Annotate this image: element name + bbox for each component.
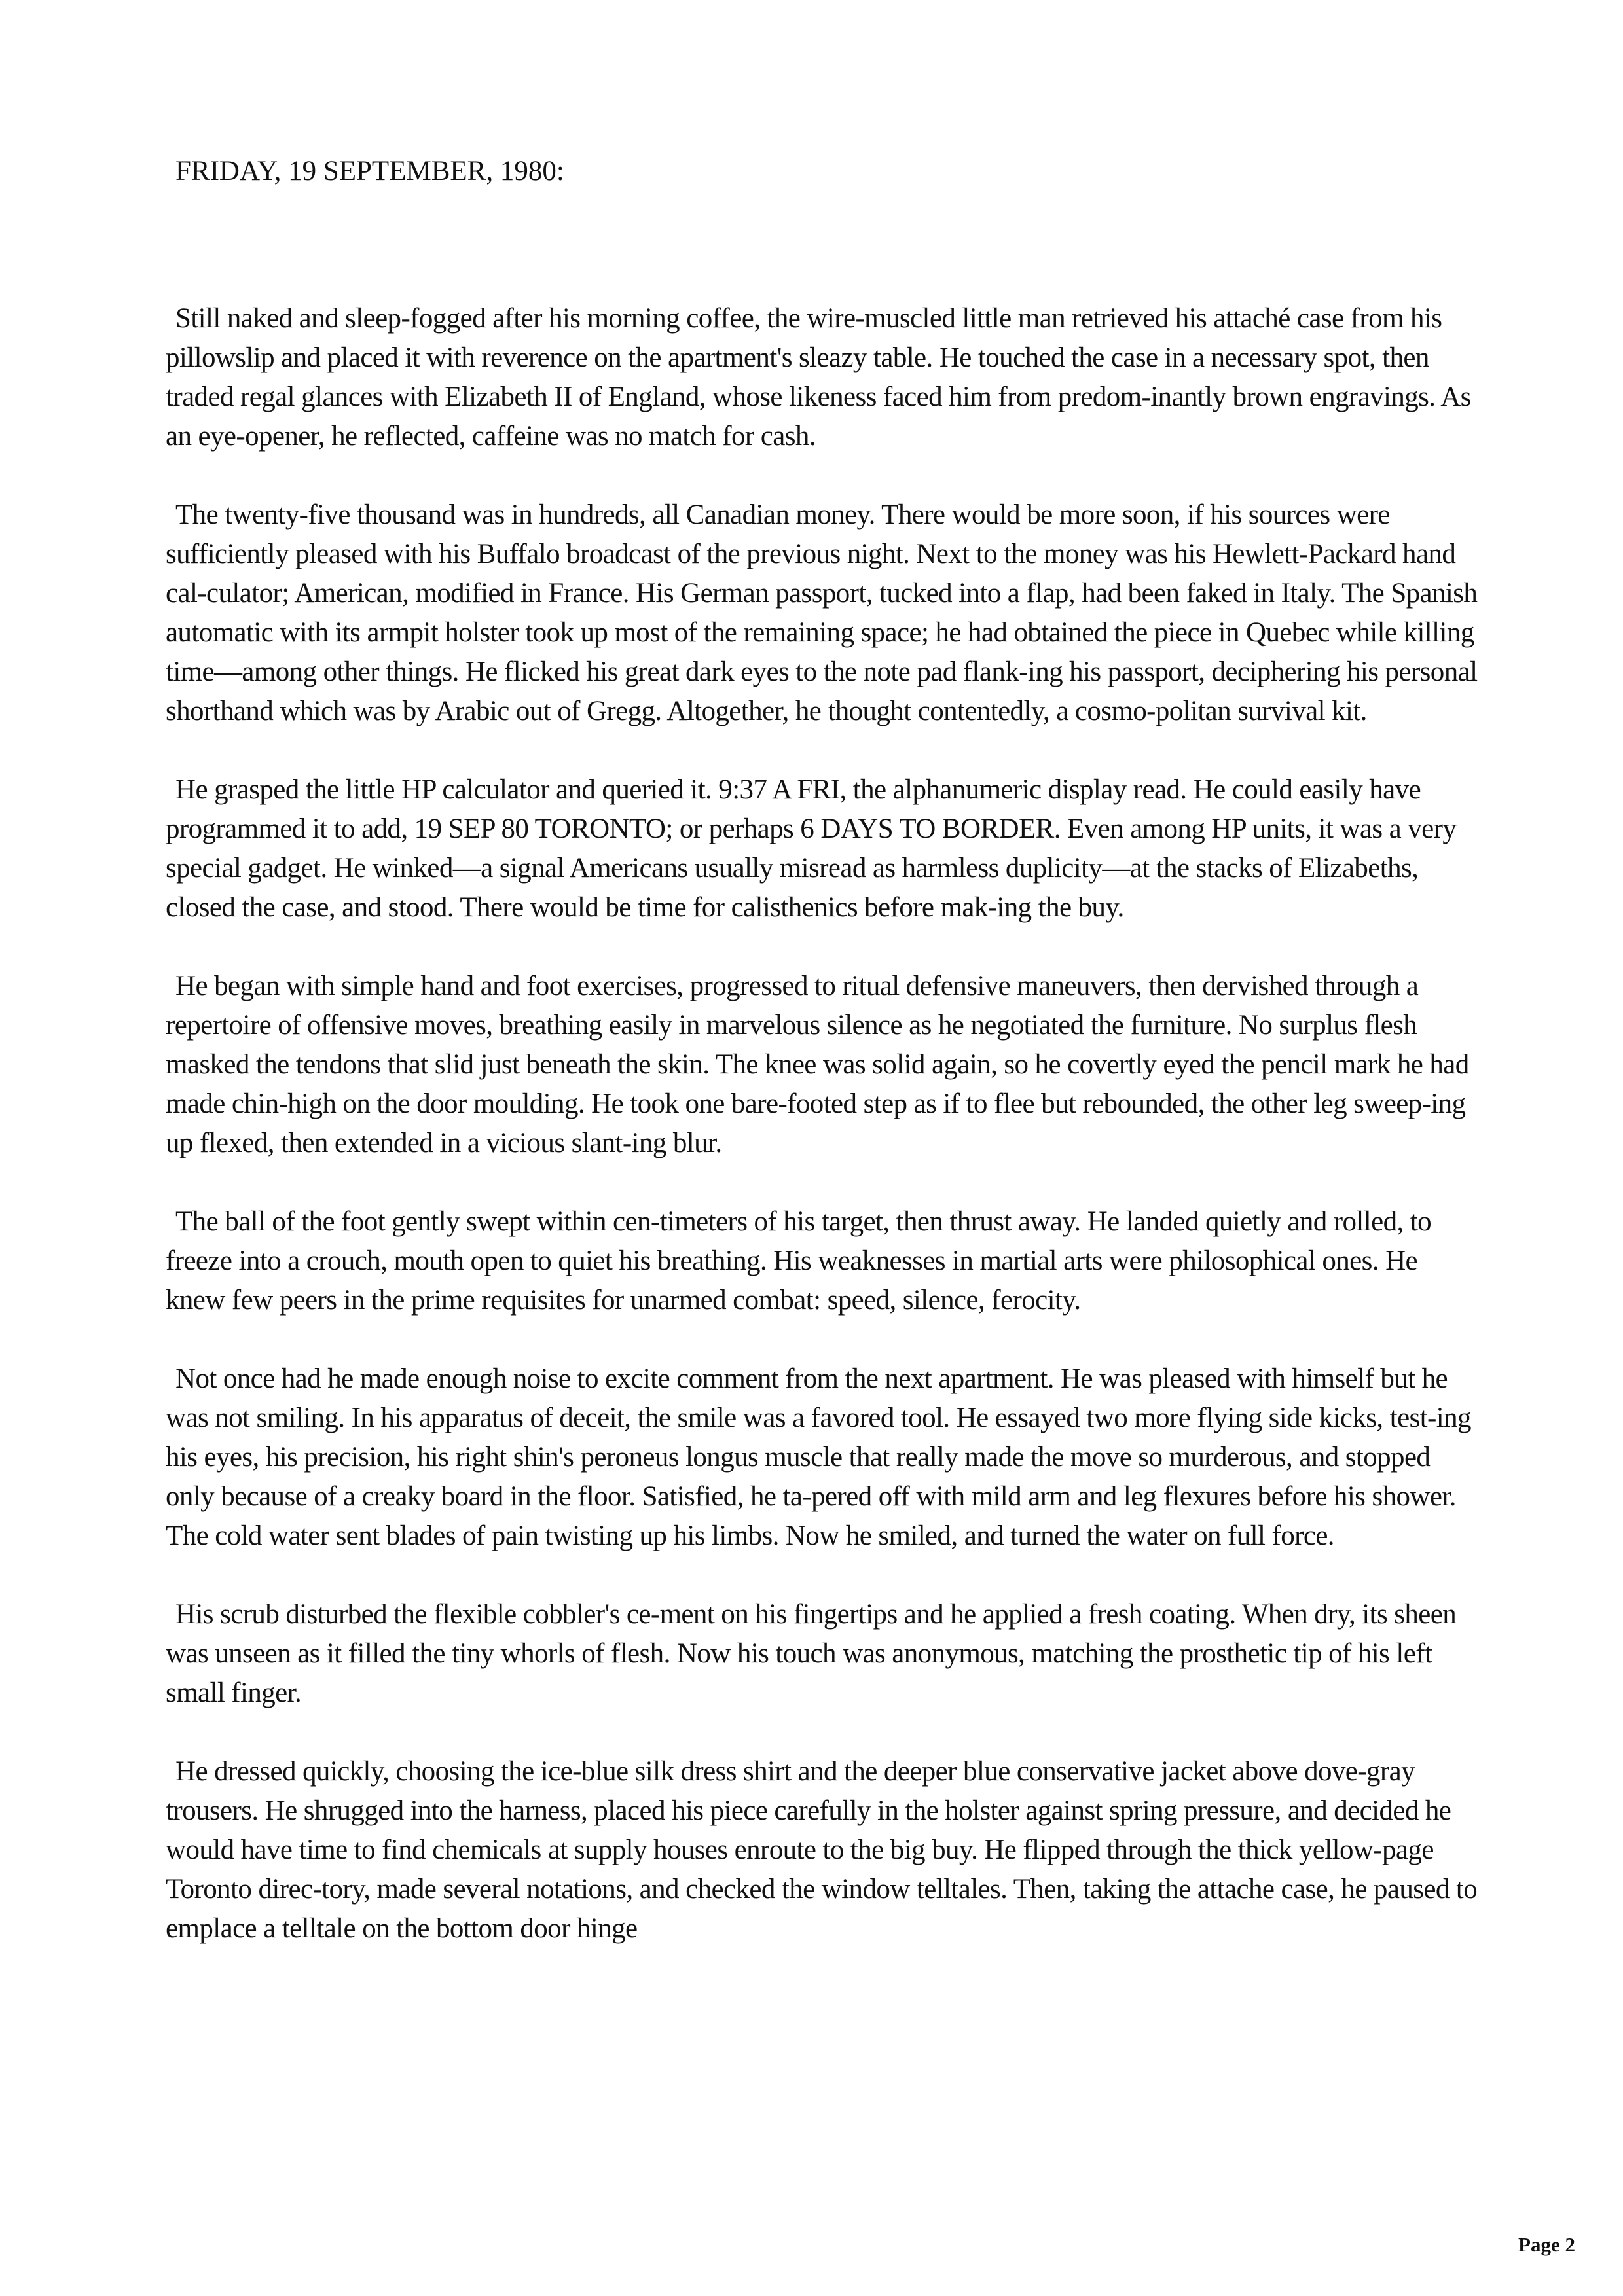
paragraph: Still naked and sleep-fogged after his morning coffee, the wire-muscled little man retrieved his attaché case from his pillowslip and placed it with reverence on the apartment's sleazy table. He touched the case in a necessary spot, then traded regal glances with Elizabeth II of England, whose likeness faced him from predom-inantly brown engravings. As an eye-opener, he reflected, caffeine was no match for cash. (166, 303, 1471, 452)
paragraph: He grasped the little HP calculator and queried it. 9:37 A FRI, the alphanumeric display read. He could easily have programmed it to add, 19 SEP 80 TORONTO; or perhaps 6 DAYS TO BORDER. Even among HP units, it was a very special gadget. He winked—a signal Americans usually misread as harmless duplicity—at the stacks of Elizabeths, closed the case, and stood. There would be time for calisthenics before mak-ing the buy. (166, 774, 1457, 923)
paragraph: His scrub disturbed the flexible cobbler's ce-ment on his fingertips and he applied a fresh coating. When dry, its sheen was unseen as it filled the tiny whorls of flesh. Now his touch was anonymous, matching the prosthetic tip of his left small finger. (166, 1599, 1457, 1708)
paragraph: The twenty-five thousand was in hundreds, all Canadian money. There would be more soon, if his sources were sufficiently pleased with his Buffalo broadcast of the previous night. Next to the money was his Hewlett-Packard hand cal-culator; American, modified in France. His German passport, tucked into a flap, had been faked in Italy. The Spanish automatic with its armpit holster took up most of the remaining space; he had obtained the piece in Quebec while killing time—among other things. He flicked his great dark eyes to the note pad flank-ing his passport, deciphering his personal shorthand which was by Arabic out of Gregg. Altogether, he thought contentedly, a cosmo-politan survival kit. (166, 499, 1478, 726)
body-text (166, 299, 1482, 1988)
paragraph: Not once had he made enough noise to excite comment from the next apartment. He was pleased with himself but he was not smiling. In his apparatus of deceit, the smile was a favored tool. He essayed two more flying side kicks, test-ing his eyes, his precision, his right shin's peroneus longus muscle that really made the move so murderous, and stopped only because of a creaky board in the floor. Satisfied, he ta-pered off with mild arm and leg flexures before his shower. The cold water sent blades of pain twisting up his limbs. Now he smiled, and turned the water on full force. (166, 1363, 1471, 1551)
chapter-date-heading: FRIDAY, 19 SEPTEMBER, 1980: (175, 156, 564, 187)
paragraph: The ball of the foot gently swept within cen-timeters of his target, then thrust away. He landed quietly and rolled, to freeze into a crouch, mouth open to quiet his breathing. His weaknesses in martial arts were philosophical ones. He knew few peers in the prime requisites for unarmed combat: speed, silence, ferocity. (166, 1206, 1432, 1316)
paragraph: He dressed quickly, choosing the ice-blue silk dress shirt and the deeper blue conservative jacket above dove-gray trousers. He shrugged into the harness, placed his piece carefully in the holster against spring pressure, and decided he would have time to find chemicals at supply houses enroute to the big buy. He flipped through the thick yellow-page Toronto direc-tory, made several notations, and checked the window telltales. Then, taking the attache case, he paused to emplace a telltale on the bottom door hinge (166, 1756, 1478, 1944)
paragraph: He began with simple hand and foot exercises, progressed to ritual defensive maneuvers, then dervished through a repertoire of offensive moves, breathing easily in marvelous silence as he negotiated the furniture. No surplus flesh masked the tendons that slid just beneath the skin. The knee was solid again, so he covertly eyed the pencil mark he had made chin-high on the door moulding. He took one bare-footed step as if to flee but rebounded, the other leg sweep-ing up flexed, then extended in a vicious slant-ing blur. (166, 971, 1469, 1158)
page-number: Page 2 (1518, 2233, 1575, 2256)
